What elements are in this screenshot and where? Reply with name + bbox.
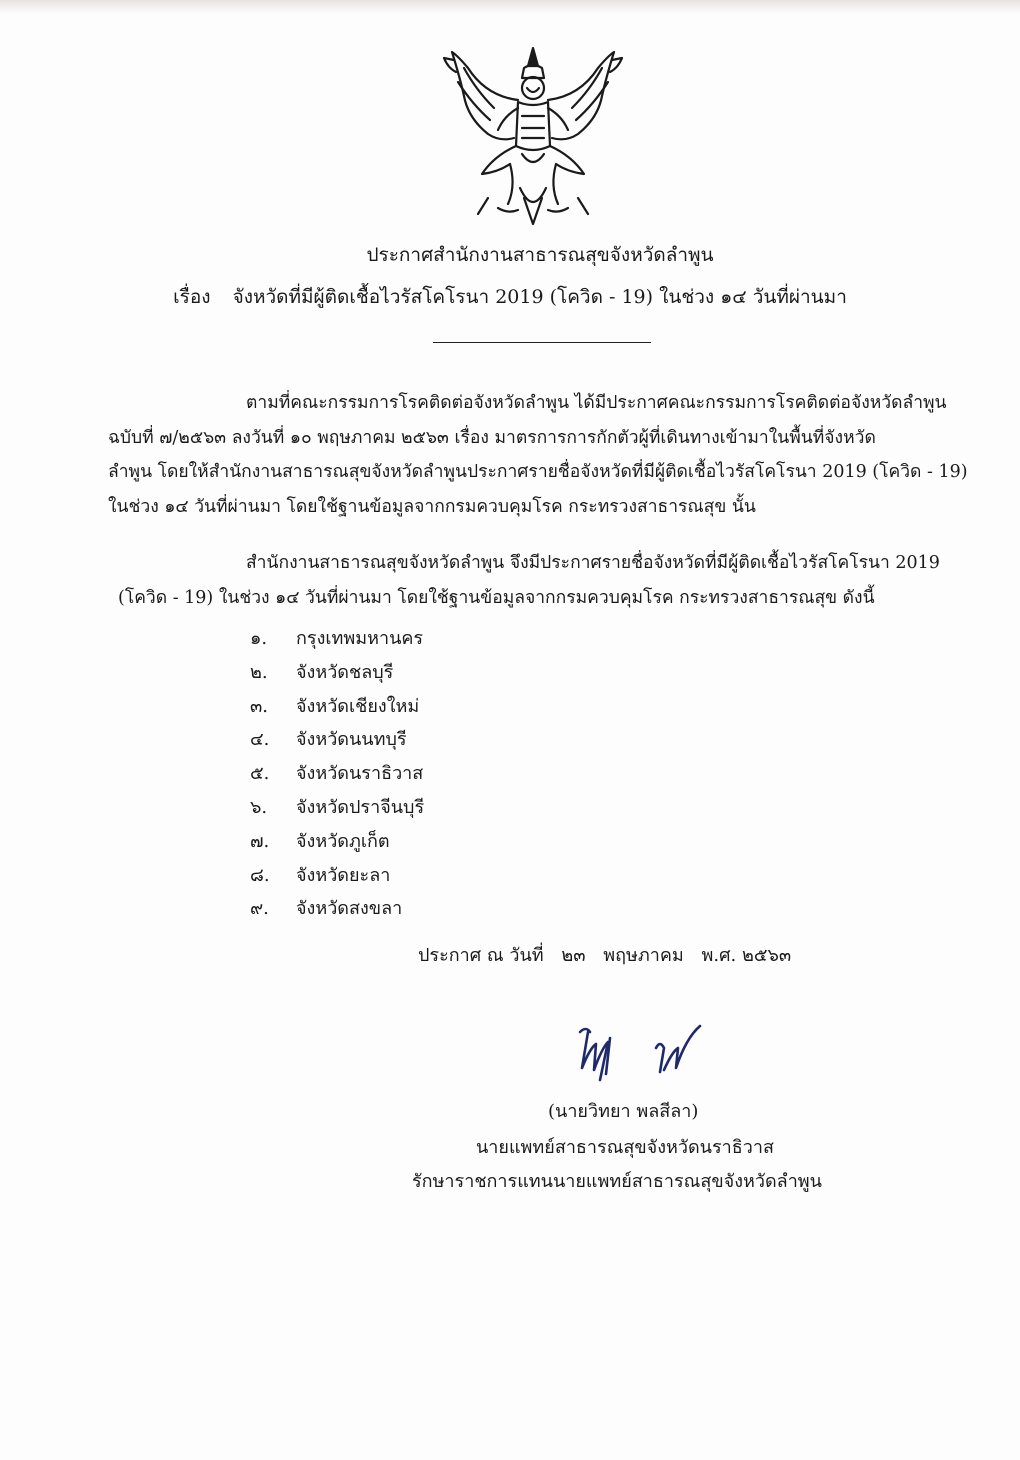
province-name: กรุงเทพมหานคร bbox=[296, 628, 424, 649]
signatory-acting-position: รักษาราชการแทนนายแพทย์สาธารณสุขจังหวัดลำพูน bbox=[412, 1171, 822, 1192]
list-item bbox=[250, 859, 424, 893]
list-item bbox=[250, 892, 424, 926]
province-name: จังหวัดนราธิวาส bbox=[296, 763, 424, 785]
province-name: จังหวัดชลบุรี bbox=[296, 661, 394, 683]
list-item bbox=[250, 825, 424, 859]
list-item bbox=[250, 656, 424, 690]
paragraph-line: สำนักงานสาธารณสุขจังหวัดลำพูน จึงมีประกาศรายชื่อจังหวัดที่มีผู้ติดเชื้อไวรัสโคโรนา 2019 bbox=[246, 553, 940, 573]
list-item-number: ๖. bbox=[250, 796, 268, 818]
paragraph-line: ลำพูน โดยให้สำนักงานสาธารณสุขจังหวัดลำพูนประกาศรายชื่อจังหวัดที่มีผู้ติดเชื้อไวรัสโคโรนา 2019 (โควิด - 19) bbox=[108, 462, 968, 482]
signatory-name: (นายวิทยา พลสีลา) bbox=[548, 1101, 699, 1122]
handwritten-signature bbox=[560, 1018, 710, 1088]
garuda-emblem-icon bbox=[438, 38, 628, 234]
subject-label: เรื่อง bbox=[173, 286, 211, 308]
province-name: จังหวัดภูเก็ต bbox=[296, 830, 390, 852]
list-item bbox=[250, 723, 424, 757]
title-divider bbox=[433, 342, 651, 343]
list-item-number: ๗. bbox=[250, 830, 270, 852]
list-item bbox=[250, 622, 424, 656]
list-item-number: ๑. bbox=[250, 628, 268, 649]
list-item-number: ๕. bbox=[250, 763, 270, 785]
paragraph-announcement bbox=[108, 546, 978, 615]
paragraph-reference bbox=[108, 386, 978, 524]
list-item-number: ๓. bbox=[250, 695, 269, 717]
province-list bbox=[250, 622, 424, 926]
province-name: จังหวัดปราจีนบุรี bbox=[296, 796, 425, 818]
paragraph-line: ตามที่คณะกรรมการโรคติดต่อจังหวัดลำพูน ได้มีประกาศคณะกรรมการโรคติดต่อจังหวัดลำพูน bbox=[246, 393, 947, 413]
list-item bbox=[250, 690, 424, 724]
date-month: พฤษภาคม bbox=[603, 945, 684, 966]
signatory-position: นายแพทย์สาธารณสุขจังหวัดนราธิวาส bbox=[476, 1137, 774, 1158]
paragraph-line: ฉบับที่ ๗/๒๕๖๓ ลงวันที่ ๑๐ พฤษภาคม ๒๕๖๓ เรื่อง มาตรการการกักตัวผู้ที่เดินทางเข้ามาในพื้นที่จังหวัด bbox=[108, 427, 876, 448]
paragraph-line: (โควิด - 19) ในช่วง ๑๔ วันที่ผ่านมา โดยใช้ฐานข้อมูลจากกรมควบคุมโรค กระทรวงสาธารณสุข ดังนี้ bbox=[118, 587, 875, 608]
province-name: จังหวัดเชียงใหม่ bbox=[296, 695, 420, 717]
announcement-date bbox=[418, 940, 803, 969]
announcement-title: ประกาศสำนักงานสาธารณสุขจังหวัดลำพูน bbox=[366, 244, 714, 266]
list-item bbox=[250, 757, 424, 791]
province-name: จังหวัดนนทบุรี bbox=[296, 729, 407, 751]
list-item-number: ๔. bbox=[250, 729, 270, 751]
date-day: ๒๓ bbox=[561, 945, 586, 966]
scan-edge bbox=[0, 0, 1020, 14]
paragraph-line: ในช่วง ๑๔ วันที่ผ่านมา โดยใช้ฐานข้อมูลจากกรมควบคุมโรค กระทรวงสาธารณสุข นั้น bbox=[108, 496, 756, 517]
subject-text: จังหวัดที่มีผู้ติดเชื้อไวรัสโคโรนา 2019 (โควิด - 19) ในช่วง ๑๔ วันที่ผ่านมา bbox=[232, 286, 847, 308]
subject-line bbox=[0, 282, 1020, 312]
date-year: พ.ศ. ๒๕๖๓ bbox=[701, 945, 792, 966]
province-name: จังหวัดยะลา bbox=[296, 864, 391, 886]
list-item-number: ๒. bbox=[250, 661, 268, 683]
list-item-number: ๙. bbox=[250, 898, 269, 920]
province-name: จังหวัดสงขลา bbox=[296, 898, 403, 920]
date-prefix: ประกาศ ณ วันที่ bbox=[418, 945, 544, 966]
list-item-number: ๘. bbox=[250, 864, 270, 886]
list-item bbox=[250, 791, 424, 825]
